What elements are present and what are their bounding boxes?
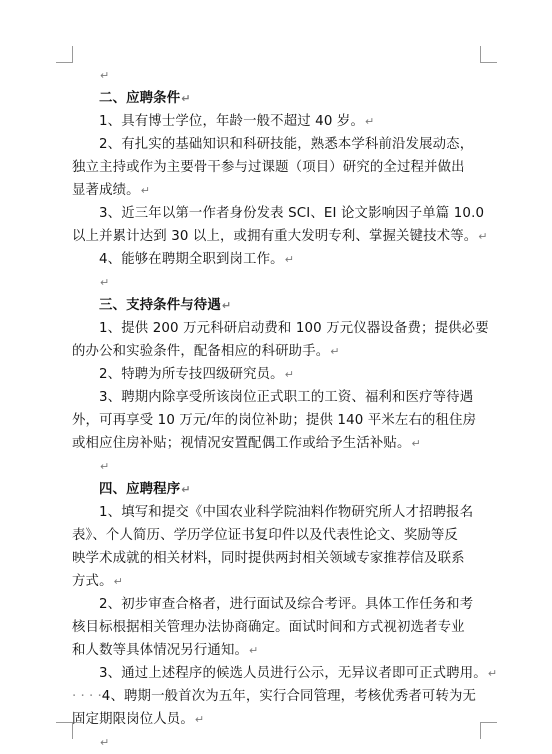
paragraph-mark-icon: ↵ xyxy=(100,460,110,473)
paragraph-line xyxy=(72,409,480,432)
line-text: 和人数等具体情况另行通知。 xyxy=(72,643,249,658)
line-text: 2、初步审查合格者，进行面试及综合考评。具体工作任务和考 xyxy=(99,597,474,612)
paragraph-mark-icon: ↵ xyxy=(221,299,232,312)
line-text: 固定期限岗位人员。 xyxy=(72,712,194,727)
paragraph-line xyxy=(72,179,480,202)
line-text: 的办公和实验条件，配备相应的科研助手。 xyxy=(72,344,330,359)
line-text: 核目标根据相关管理办法协商确定。面试时间和方式视初选者专业 xyxy=(72,620,465,635)
paragraph-mark-icon: ↵ xyxy=(411,437,421,450)
paragraph-line xyxy=(72,432,480,455)
paragraph xyxy=(72,133,480,202)
line-text: 独立主持或作为主要骨干参与过课题（项目）研究的全过程并做出 xyxy=(72,160,465,175)
line-text: 以上并累计达到 30 以上，或拥有重大发明专利、掌握关键技术等。 xyxy=(72,229,478,244)
line-text: 方式。 xyxy=(72,574,113,589)
empty-paragraph xyxy=(72,455,480,478)
line-text: 2、特聘为所专技四级研究员。 xyxy=(99,367,284,382)
empty-paragraph xyxy=(72,731,480,754)
paragraph-line xyxy=(72,202,485,225)
paragraph-line xyxy=(72,570,480,593)
line-text: 4、聘期一般首次为五年，实行合同管理，考核优秀者可转为无 xyxy=(101,689,477,704)
paragraph xyxy=(72,110,480,133)
line-text: 1、提供 200 万元科研启动费和 100 万元仪器设备费；提供必要 xyxy=(99,321,489,336)
leading-space-marks: · · · · xyxy=(72,689,102,704)
paragraph-mark-icon: ↵ xyxy=(181,92,191,105)
paragraph-line xyxy=(72,133,480,156)
document-body[interactable] xyxy=(72,64,498,754)
paragraph xyxy=(72,593,480,662)
line-text: 表》、个人简历、学历学位证书复印件以及代表性论文、奖励等反 xyxy=(72,528,458,543)
paragraph-line xyxy=(72,317,489,340)
paragraph-mark-icon: ↵ xyxy=(100,736,110,749)
paragraph-mark-icon: ↵ xyxy=(113,575,123,588)
paragraph-mark-icon: ↵ xyxy=(140,184,151,197)
paragraph xyxy=(72,501,480,593)
line-text: 4、能够在聘期全职到岗工作。 xyxy=(99,252,284,267)
section-heading xyxy=(72,294,480,317)
paragraph-line xyxy=(72,524,480,547)
paragraph-line xyxy=(72,662,498,685)
paragraph-line xyxy=(72,639,480,662)
paragraph-line xyxy=(72,708,480,731)
paragraph-mark-icon: ↵ xyxy=(330,345,340,358)
paragraph-line xyxy=(72,501,480,524)
paragraph-line xyxy=(72,156,480,179)
paragraph-line xyxy=(72,547,480,570)
paragraph-mark-icon: ↵ xyxy=(284,368,295,381)
section-heading-text: 二、应聘条件 xyxy=(99,91,181,106)
paragraph xyxy=(72,202,488,248)
paragraph xyxy=(72,248,480,271)
margin-corner-top-left xyxy=(56,46,73,63)
paragraph xyxy=(72,317,489,363)
paragraph xyxy=(72,386,480,455)
empty-paragraph xyxy=(72,64,480,87)
line-text: 或相应住房补贴；视情况安置配偶工作或给予生活补贴。 xyxy=(72,436,411,451)
paragraph-mark-icon: ↵ xyxy=(100,276,110,289)
margin-corner-top-right xyxy=(480,46,497,63)
paragraph xyxy=(72,685,480,731)
paragraph-line xyxy=(72,363,480,386)
line-text: 3、聘期内除享受所该岗位正式职工的工资、福利和医疗等待遇 xyxy=(99,390,474,405)
section-heading-text: 三、支持条件与待遇 xyxy=(99,298,221,313)
line-text: 3、通过上述程序的候选人员进行公示，无异议者即可正式聘用。 xyxy=(99,666,487,681)
paragraph-mark-icon: ↵ xyxy=(100,69,110,82)
margin-corner-bottom-left xyxy=(56,722,73,739)
margin-corner-bottom-right xyxy=(480,722,497,739)
paragraph-mark-icon: ↵ xyxy=(487,667,498,680)
paragraph-line xyxy=(72,386,480,409)
paragraph-mark-icon: ↵ xyxy=(365,115,375,128)
paragraph-mark-icon: ↵ xyxy=(249,644,259,657)
paragraph xyxy=(72,363,480,386)
empty-paragraph xyxy=(72,271,480,294)
line-text: 外，可再享受 10 万元/年的岗位补助；提供 140 平米左右的租住房 xyxy=(72,413,477,428)
paragraph-line xyxy=(72,225,488,248)
section-heading xyxy=(72,478,480,501)
paragraph-mark-icon: ↵ xyxy=(181,483,191,496)
section-heading xyxy=(72,87,480,110)
line-text: 1、填写和提交《中国农业科学院油料作物研究所人才招聘报名 xyxy=(99,505,474,520)
paragraph-mark-icon: ↵ xyxy=(478,230,488,243)
line-text: 映学术成就的相关材料，同时提供两封相关领域专家推荐信及联系 xyxy=(72,551,465,566)
line-text: 2、有扎实的基础知识和科研技能，熟悉本学科前沿发展动态， xyxy=(99,137,474,152)
section-heading-text: 四、应聘程序 xyxy=(99,482,181,497)
paragraph-line xyxy=(72,340,480,363)
paragraph-line xyxy=(72,110,480,133)
paragraph-line xyxy=(72,593,480,616)
paragraph-mark-icon: ↵ xyxy=(194,713,205,726)
line-text: 3、近三年以第一作者身份发表 SCI、EI 论文影响因子单篇 10.0 xyxy=(99,206,485,221)
paragraph-line xyxy=(72,616,480,639)
paragraph-mark-icon: ↵ xyxy=(284,253,295,266)
paragraph xyxy=(72,662,498,685)
line-text: 显著成绩。 xyxy=(72,183,140,198)
paragraph-line xyxy=(72,248,480,271)
paragraph-line xyxy=(72,685,480,708)
line-text: 1、具有博士学位，年龄一般不超过 40 岁。 xyxy=(99,114,365,129)
